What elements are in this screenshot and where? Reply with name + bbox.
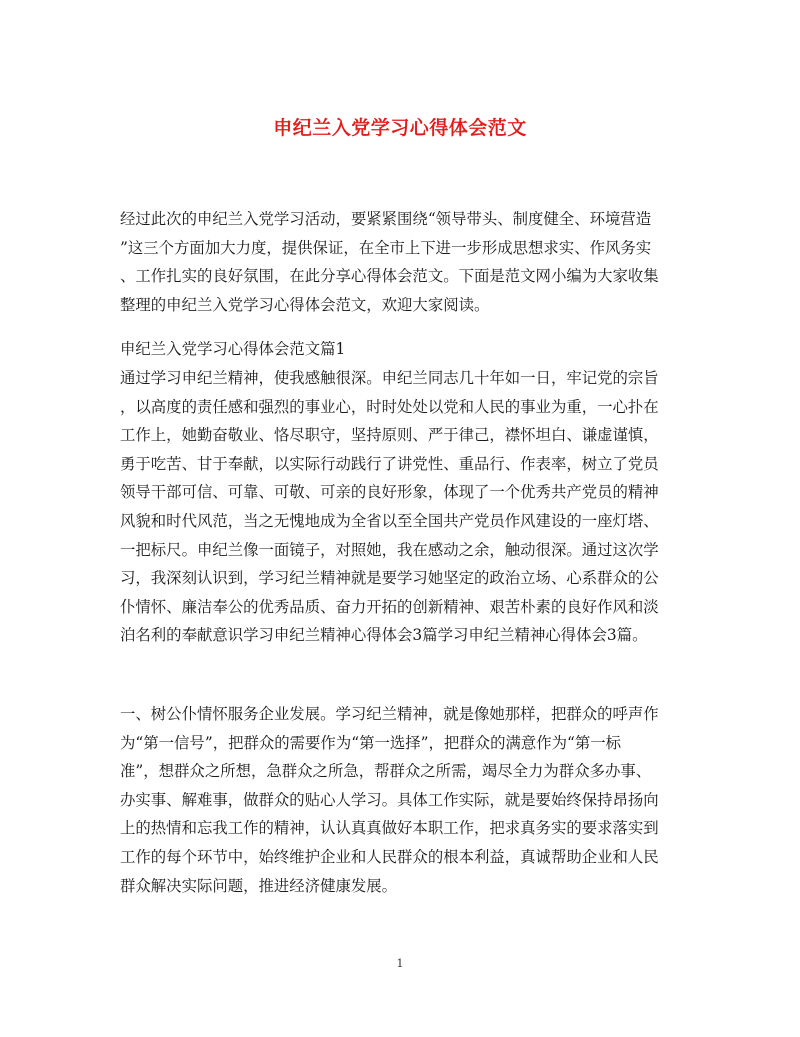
paragraph-1 [120, 364, 692, 650]
paragraph-line: 风貌和时代风范，当之无愧地成为全省以至全国共产党员作风建设的一座灯塔、 [120, 511, 659, 530]
paragraph-line: 通过学习申纪兰精神，使我感触很深。申纪兰同志几十年如一日，牢记党的宗旨 [120, 369, 659, 387]
paragraph-line: ，以高度的责任感和强烈的事业心，时时处处以党和人民的事业为重，一心扑在 [120, 397, 659, 416]
paragraph-line: 工作上，她勤奋敬业、恪尽职守，坚持原则、严于律己，襟怀坦白、谦虚谨慎， [120, 426, 659, 445]
intro-line: ”这三个方面加大力度，提供保证，在全市上下进一步形成思想求实、作风务实 [120, 238, 652, 257]
paragraph-line: 工作的每个环节中，始终维护企业和人民群众的根本利益，真诚帮助企业和人民 [120, 847, 659, 866]
document-title: 申纪兰入党学习心得体会范文 [273, 117, 527, 139]
paragraph-line: 领导干部可信、可靠、可敬、可亲的良好形象，体现了一个优秀共产党员的精神 [120, 483, 659, 502]
page-number: 1 [396, 957, 404, 970]
paragraph-2 [120, 700, 692, 900]
intro-line: 整理的申纪兰入党学习心得体会范文，欢迎大家阅读。 [120, 295, 490, 314]
intro-line: 经过此次的申纪兰入党学习活动，要紧紧围绕“领导带头、制度健全、环境营造 [120, 210, 652, 228]
paragraph-line: 为“第一信号”，把群众的需要作为“第一选择”，把群众的满意作为“第一标 [120, 733, 622, 752]
paragraph-line: 一、树公仆情怀服务企业发展。学习纪兰精神，就是像她那样，把群众的呼声作 [120, 705, 659, 723]
paragraph-line: 办实事、解难事，做群众的贴心人学习。具体工作实际，就是要始终保持昂扬向 [120, 790, 659, 809]
intro-line: 、工作扎实的良好氛围，在此分享心得体会范文。下面是范文网小编为大家收集 [120, 267, 659, 286]
paragraph-line: 勇于吃苦、甘于奉献，以实际行动践行了讲党性、重品行、作表率，树立了党员 [120, 454, 659, 473]
paragraph-line: 准”，想群众之所想，急群众之所急，帮群众之所需，竭尽全力为群众多办事、 [120, 762, 652, 781]
paragraph-line: 仆情怀、廉洁奉公的优秀品质、奋力开拓的创新精神、艰苦朴素的良好作风和淡 [120, 597, 659, 616]
paragraph-line: 上的热情和忘我工作的精神，认认真真做好本职工作，把求真务实的要求落实到 [120, 819, 659, 838]
paragraph-line: 泊名利的奉献意识学习申纪兰精神心得体会3篇学习申纪兰精神心得体会3篇。 [120, 626, 648, 645]
paragraph-line: 习，我深刻认识到，学习纪兰精神就是要学习她坚定的政治立场、心系群众的公 [120, 569, 659, 588]
section-heading-text: 申纪兰入党学习心得体会范文篇1 [120, 340, 346, 358]
paragraph-line: 一把标尺。申纪兰像一面镜子，对照她，我在感动之余，触动很深。通过这次学 [120, 540, 659, 559]
intro-paragraph [120, 205, 692, 319]
paragraph-line: 群众解决实际问题，推进经济健康发展。 [120, 876, 398, 895]
section-heading [120, 335, 692, 364]
